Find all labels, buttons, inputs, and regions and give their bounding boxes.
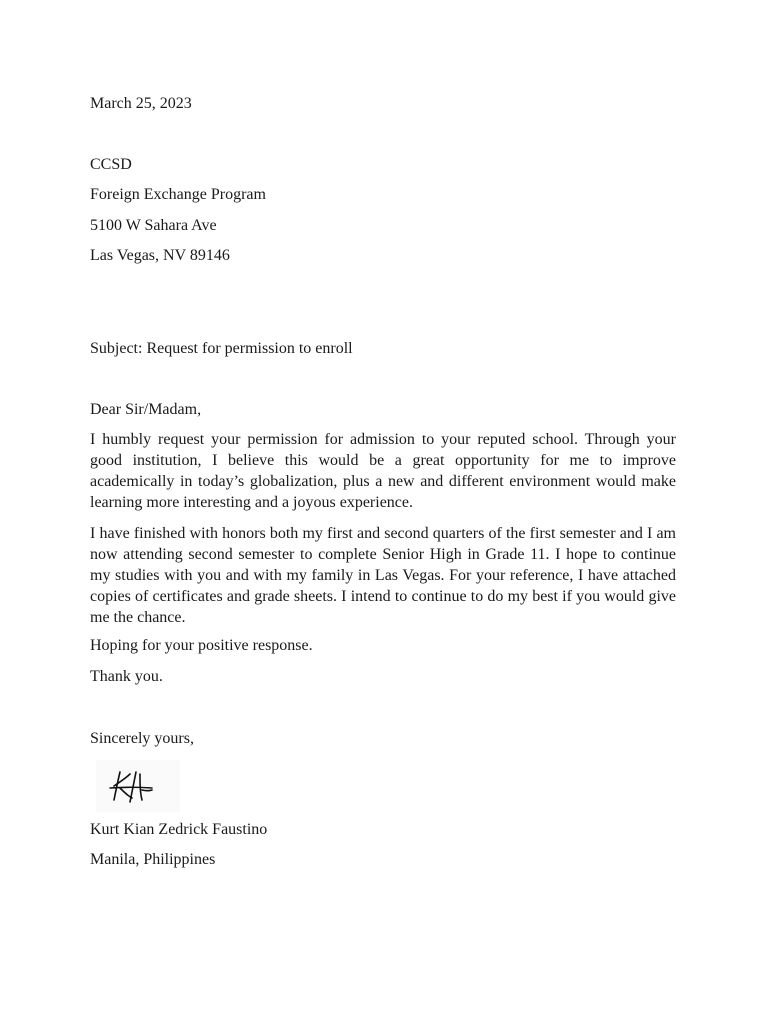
letter-date: March 25, 2023 (90, 95, 192, 112)
body-paragraph-3: Hoping for your positive response. (90, 637, 313, 654)
body-paragraph-1: I humbly request your permission for admission to your reputed school. Through your good institution, I believe this would be a great opportunity for me to improve academically in today’s globalization, plus a new and different environment would make learning more interesting and a joyous experience. (90, 431, 676, 511)
recipient-line-3: 5100 W Sahara Ave (90, 217, 217, 234)
signer-location: Manila, Philippines (90, 851, 216, 868)
recipient-line-1: CCSD (90, 156, 132, 173)
recipient-line-2: Foreign Exchange Program (90, 186, 266, 203)
salutation: Dear Sir/Madam, (90, 401, 202, 418)
subject-line: Subject: Request for permission to enroll (90, 340, 353, 357)
signer-name: Kurt Kian Zedrick Faustino (90, 821, 268, 838)
recipient-line-4: Las Vegas, NV 89146 (90, 247, 230, 264)
closing: Sincerely yours, (90, 730, 194, 747)
body-paragraph-2: I have finished with honors both my first and second quarters of the first semester and I am now attending second semester to complete Senior High in Grade 11. I hope to continue my studies with you and with my family in Las Vegas. For your reference, I have attached copies of certificates and grade sheets. I intend to continue to do my best if you would give me the chance. (90, 525, 676, 626)
signature-icon (96, 760, 180, 812)
body-paragraph-4: Thank you. (90, 668, 163, 685)
